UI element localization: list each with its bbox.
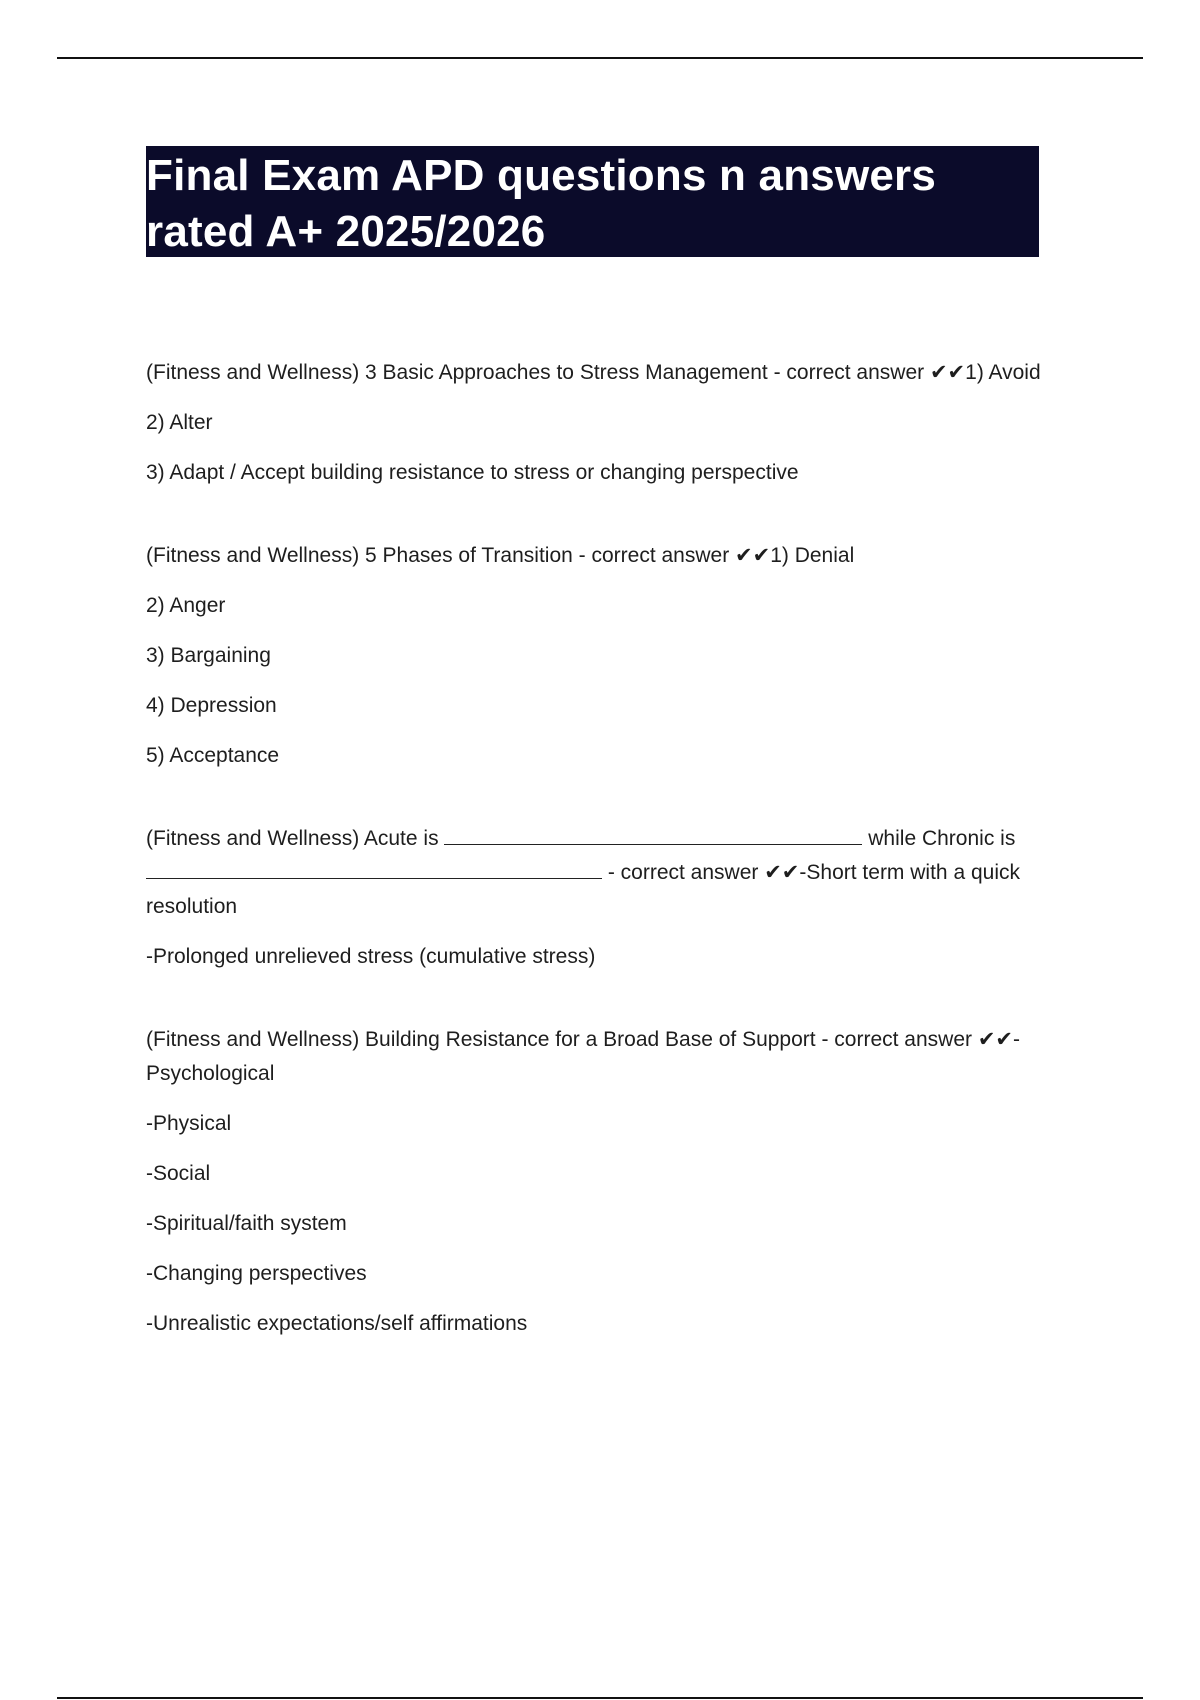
qa-line: -Changing perspectives	[146, 1262, 367, 1285]
qa-line: (Fitness and Wellness) 3 Basic Approaches to Stress Management - correct answer ✔✔1) Avoid	[146, 361, 1041, 384]
top-rule	[57, 57, 1143, 59]
qa-content	[146, 356, 1086, 1357]
answer-start-text: - correct answer ✔✔-Short term with a quick resolution	[146, 861, 1020, 918]
qa-line: -Physical	[146, 1112, 232, 1135]
bottom-rule	[57, 1697, 1143, 1699]
qa-line: 2) Anger	[146, 594, 226, 617]
qa-line: (Fitness and Wellness) 5 Phases of Transition - correct answer ✔✔1) Denial	[146, 544, 855, 567]
qa-line: 2) Alter	[146, 411, 213, 434]
qa-item-stress-approaches	[146, 356, 1086, 490]
qa-line: 5) Acceptance	[146, 744, 280, 767]
qa-line: 4) Depression	[146, 694, 277, 717]
question-start-text: (Fitness and Wellness) Acute is	[146, 827, 439, 850]
qa-line: 3) Bargaining	[146, 644, 271, 667]
qa-item-acute-chronic	[146, 822, 1086, 974]
qa-item-transition-phases	[146, 539, 1086, 773]
qa-line: -Unrealistic expectations/self affirmations	[146, 1312, 528, 1335]
document-title	[146, 146, 1039, 257]
fill-in-blank	[146, 858, 602, 879]
qa-line: (Fitness and Wellness) Building Resistance for a Broad Base of Support - correct answer ✔✔-Psychological	[146, 1028, 1021, 1085]
fill-in-blank	[444, 824, 862, 845]
title-line-2: rated A+ 2025/2026	[146, 207, 546, 256]
qa-line: -Prolonged unrelieved stress (cumulative stress)	[146, 945, 596, 968]
qa-line: -Social	[146, 1162, 211, 1185]
question-mid-text: while Chronic is	[868, 827, 1016, 850]
qa-item-building-resistance	[146, 1023, 1086, 1341]
qa-line: 3) Adapt / Accept building resistance to stress or changing perspective	[146, 461, 799, 484]
qa-question-with-blanks	[146, 822, 1086, 924]
title-line-1: Final Exam APD questions n answers	[146, 151, 937, 200]
qa-line: -Spiritual/faith system	[146, 1212, 347, 1235]
